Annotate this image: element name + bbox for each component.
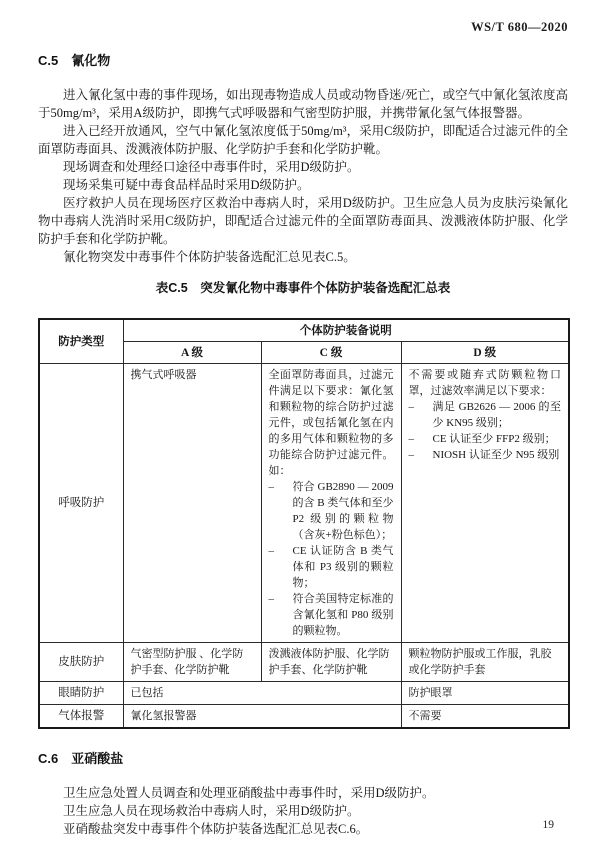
- table-c5-title: 表C.5 突发氰化物中毒事件个体防护装备选配汇总表: [155, 281, 451, 295]
- paragraph: 医疗救护人员在现场医疗区救治中毒病人时，采用D级防护。卫生应急人员为皮肤污染氰化物中毒病人洗消时采用C级防护，即配适合过滤元件的全面罩防毒面具、泼溅液体防护服、化学防护手套和化学防护靴。: [38, 196, 568, 246]
- col-header-level-c: C 级: [261, 342, 401, 364]
- section-c6-body: [38, 784, 568, 838]
- list-item-text: CE 认证防含 B 类气体和 P3 级别的颗粒物；: [292, 545, 394, 589]
- dash-marker: –: [268, 481, 274, 493]
- list-item-text: 符合 GB2890 — 2009 的含 B 类气体和至少 P2 级别的颗粒物（含灰+粉色标色）；: [292, 481, 394, 541]
- list-item: [409, 431, 562, 447]
- list-item-text: 符合美国特定标准的含氰化氢和 P80 级别的颗粒物。: [292, 593, 394, 637]
- table-row-gas-alarm: [39, 705, 569, 729]
- paragraph: 进入氰化氢中毒的事件现场，如出现毒物造成人员或动物昏迷/死亡，或空气中氰化氢浓度高于50mg/m³，采用A级防护，即携气式呼吸器和气密型防护服，并携带氰化氢气体报警器。: [38, 88, 568, 120]
- list-item-text: NIOSH 认证至少 N95 级别: [432, 449, 560, 461]
- list-item: [409, 399, 562, 431]
- table-row-skin: [39, 643, 569, 682]
- standard-number: WS/T 680—2020: [471, 20, 568, 34]
- list-item: [269, 479, 394, 543]
- paragraph: 卫生应急处置人员调查和处理亚硝酸盐中毒事件时，采用D级防护。: [63, 786, 435, 800]
- list-item: [269, 543, 394, 591]
- table-header-row-1: [39, 319, 569, 342]
- dash-marker: –: [408, 433, 414, 445]
- cell-skin-d: 颗粒物防护服或工作服，乳胶或化学防护手套: [401, 643, 569, 682]
- cell-respiratory-a: 携气式呼吸器: [123, 364, 261, 643]
- dash-marker: –: [408, 449, 414, 461]
- cell-skin-a: 气密型防护服 、化学防护手套、化学防护靴: [123, 643, 261, 682]
- cell-gas-ac: 氰化氢报警器: [123, 705, 401, 729]
- row-label-respiratory: 呼吸防护: [39, 364, 123, 643]
- table-row-respiratory: [39, 364, 569, 643]
- col-header-level-a: A 级: [123, 342, 261, 364]
- cell-text: 不需要或随弃式防颗粒物口罩，过滤效率满足以下要求：: [408, 369, 562, 397]
- list-item: [269, 591, 394, 639]
- col-header-protection-type: 防护类型: [39, 319, 123, 364]
- dash-marker: –: [408, 401, 414, 413]
- dash-marker: –: [268, 593, 274, 605]
- paragraph: 氰化物突发中毒事件个体防护装备选配汇总见表C.5。: [63, 250, 356, 264]
- cell-gas-d: 不需要: [401, 705, 569, 729]
- page-content: [38, 53, 568, 838]
- paragraph: 亚硝酸盐突发中毒事件个体防护装备选配汇总见表C.6。: [63, 822, 369, 836]
- table-row-eye: [39, 682, 569, 705]
- section-c5-body: [38, 86, 568, 266]
- list-item-text: CE 认证至少 FFP2 级别；: [432, 433, 556, 445]
- page-number: 19: [542, 819, 554, 831]
- row-label-skin: 皮肤防护: [39, 643, 123, 682]
- table-c5: [38, 318, 570, 729]
- paragraph: 现场采集可疑中毒食品样品时采用D级防护。: [63, 178, 310, 192]
- cell-eye-d: 防护眼罩: [401, 682, 569, 705]
- section-c6-heading: C.6 亚硝酸盐: [38, 751, 124, 766]
- cell-skin-c: 泼溅液体防护服、化学防护手套、化学防护靴: [261, 643, 401, 682]
- row-label-gas-alarm: 气体报警: [39, 705, 123, 729]
- cell-respiratory-c: [261, 364, 401, 643]
- col-header-level-d: D 级: [401, 342, 569, 364]
- row-label-eye: 眼睛防护: [39, 682, 123, 705]
- paragraph: 现场调查和处理经口途径中毒事件时，采用D级防护。: [63, 160, 360, 174]
- list-item: [409, 447, 562, 463]
- section-c5-heading: C.5 氰化物: [38, 53, 111, 68]
- cell-respiratory-d: [401, 364, 569, 643]
- cell-eye-ac: 已包括: [123, 682, 401, 705]
- paragraph: 进入已经开放通风，空气中氰化氢浓度低于50mg/m³，采用C级防护，即配适合过滤元件的全面罩防毒面具、泼溅液体防护服、化学防护手套和化学防护靴。: [38, 124, 568, 156]
- list-item-text: 满足 GB2626 — 2006 的至少 KN95 级别；: [432, 401, 562, 429]
- paragraph: 卫生应急人员在现场救治中毒病人时，采用D级防护。: [63, 804, 360, 818]
- cell-text: 全面罩防毒面具，过滤元件满足以下要求：氰化氢和颗粒物的综合防护过滤元件，或包括氰化氢在内的多用气体和颗粒物的多功能综合防护过滤元件。如：: [268, 369, 394, 477]
- dash-marker: –: [268, 545, 274, 557]
- col-header-ppe-description: 个体防护装备说明: [123, 319, 569, 342]
